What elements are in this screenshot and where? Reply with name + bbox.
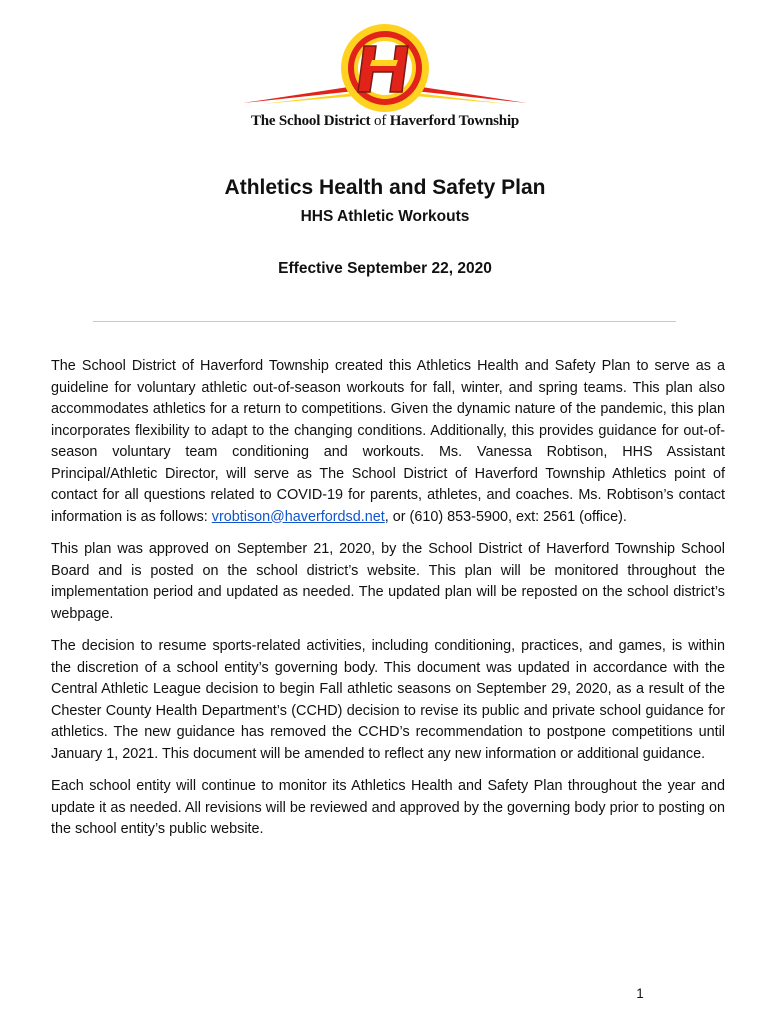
document-subtitle: HHS Athletic Workouts xyxy=(300,208,470,225)
horizontal-divider xyxy=(93,321,676,322)
paragraph-intro-text: The School District of Haverford Township created this Athletics Health and Safety Plan to serve as a guideline for voluntary athletic out-of-season workouts for fall, winter, and spring teams. This plan also accommodates athletics for a return to competitions. Given the dynamic nature of the pandemic, this plan incorporates flexibility to adapt to the changing conditions. Additionally, this provides guidance for out-of-season voluntary team conditioning and workouts. Ms. Vanessa Robtison, HHS Assistant Principal/Athletic Director, will serve as The School District of Haverford Township Athletics point of contact for all questions related to COVID-19 for parents, athletes, and coaches. Ms. Robtison’s contact information is as follows: xyxy=(51,358,725,525)
district-name-suffix: Haverford Township xyxy=(389,113,520,129)
document-body xyxy=(51,356,725,852)
district-logo-header xyxy=(0,0,770,140)
paragraph-approval: This plan was approved on September 21, 2020, by the School District of Haverford Township School Board and is posted on the school district’s website. This plan will be monitored throughout the implementation period and updated as needed. The updated plan will be reposted on the school district’s webpage. xyxy=(51,541,725,622)
district-name xyxy=(0,113,770,130)
district-name-prefix: The School District xyxy=(250,113,371,129)
contact-email-link[interactable]: vrobtison@haverfordsd.net xyxy=(211,508,385,525)
district-name-of: of xyxy=(374,113,387,129)
document-title: Athletics Health and Safety Plan xyxy=(224,176,546,199)
page-number: 1 xyxy=(636,986,644,1001)
paragraph-intro xyxy=(51,356,725,528)
effective-date: Effective September 22, 2020 xyxy=(278,260,492,277)
paragraph-monitoring: Each school entity will continue to monitor its Athletics Health and Safety Plan throughout the year and update it as needed. All revisions will be reviewed and approved by the governing body prior to posting on the school entity’s public website. xyxy=(51,778,725,837)
paragraph-decision: The decision to resume sports-related activities, including conditioning, practices, and games, is within the discretion of a school entity’s governing body. This document was updated in accordance with the Central Athletic League decision to begin Fall athletic seasons on September 29, 2020, as a result of the Chester County Health Department’s (CCHD) decision to revise its public and private school guidance for athletics. The new guidance has removed the CCHD’s recommendation to postpone competitions until January 1, 2021. This document will be amended to reflect any new information or additional guidance. xyxy=(51,638,725,762)
paragraph-intro-contact: , or (610) 853-5900, ext: 2561 (office). xyxy=(384,508,627,525)
